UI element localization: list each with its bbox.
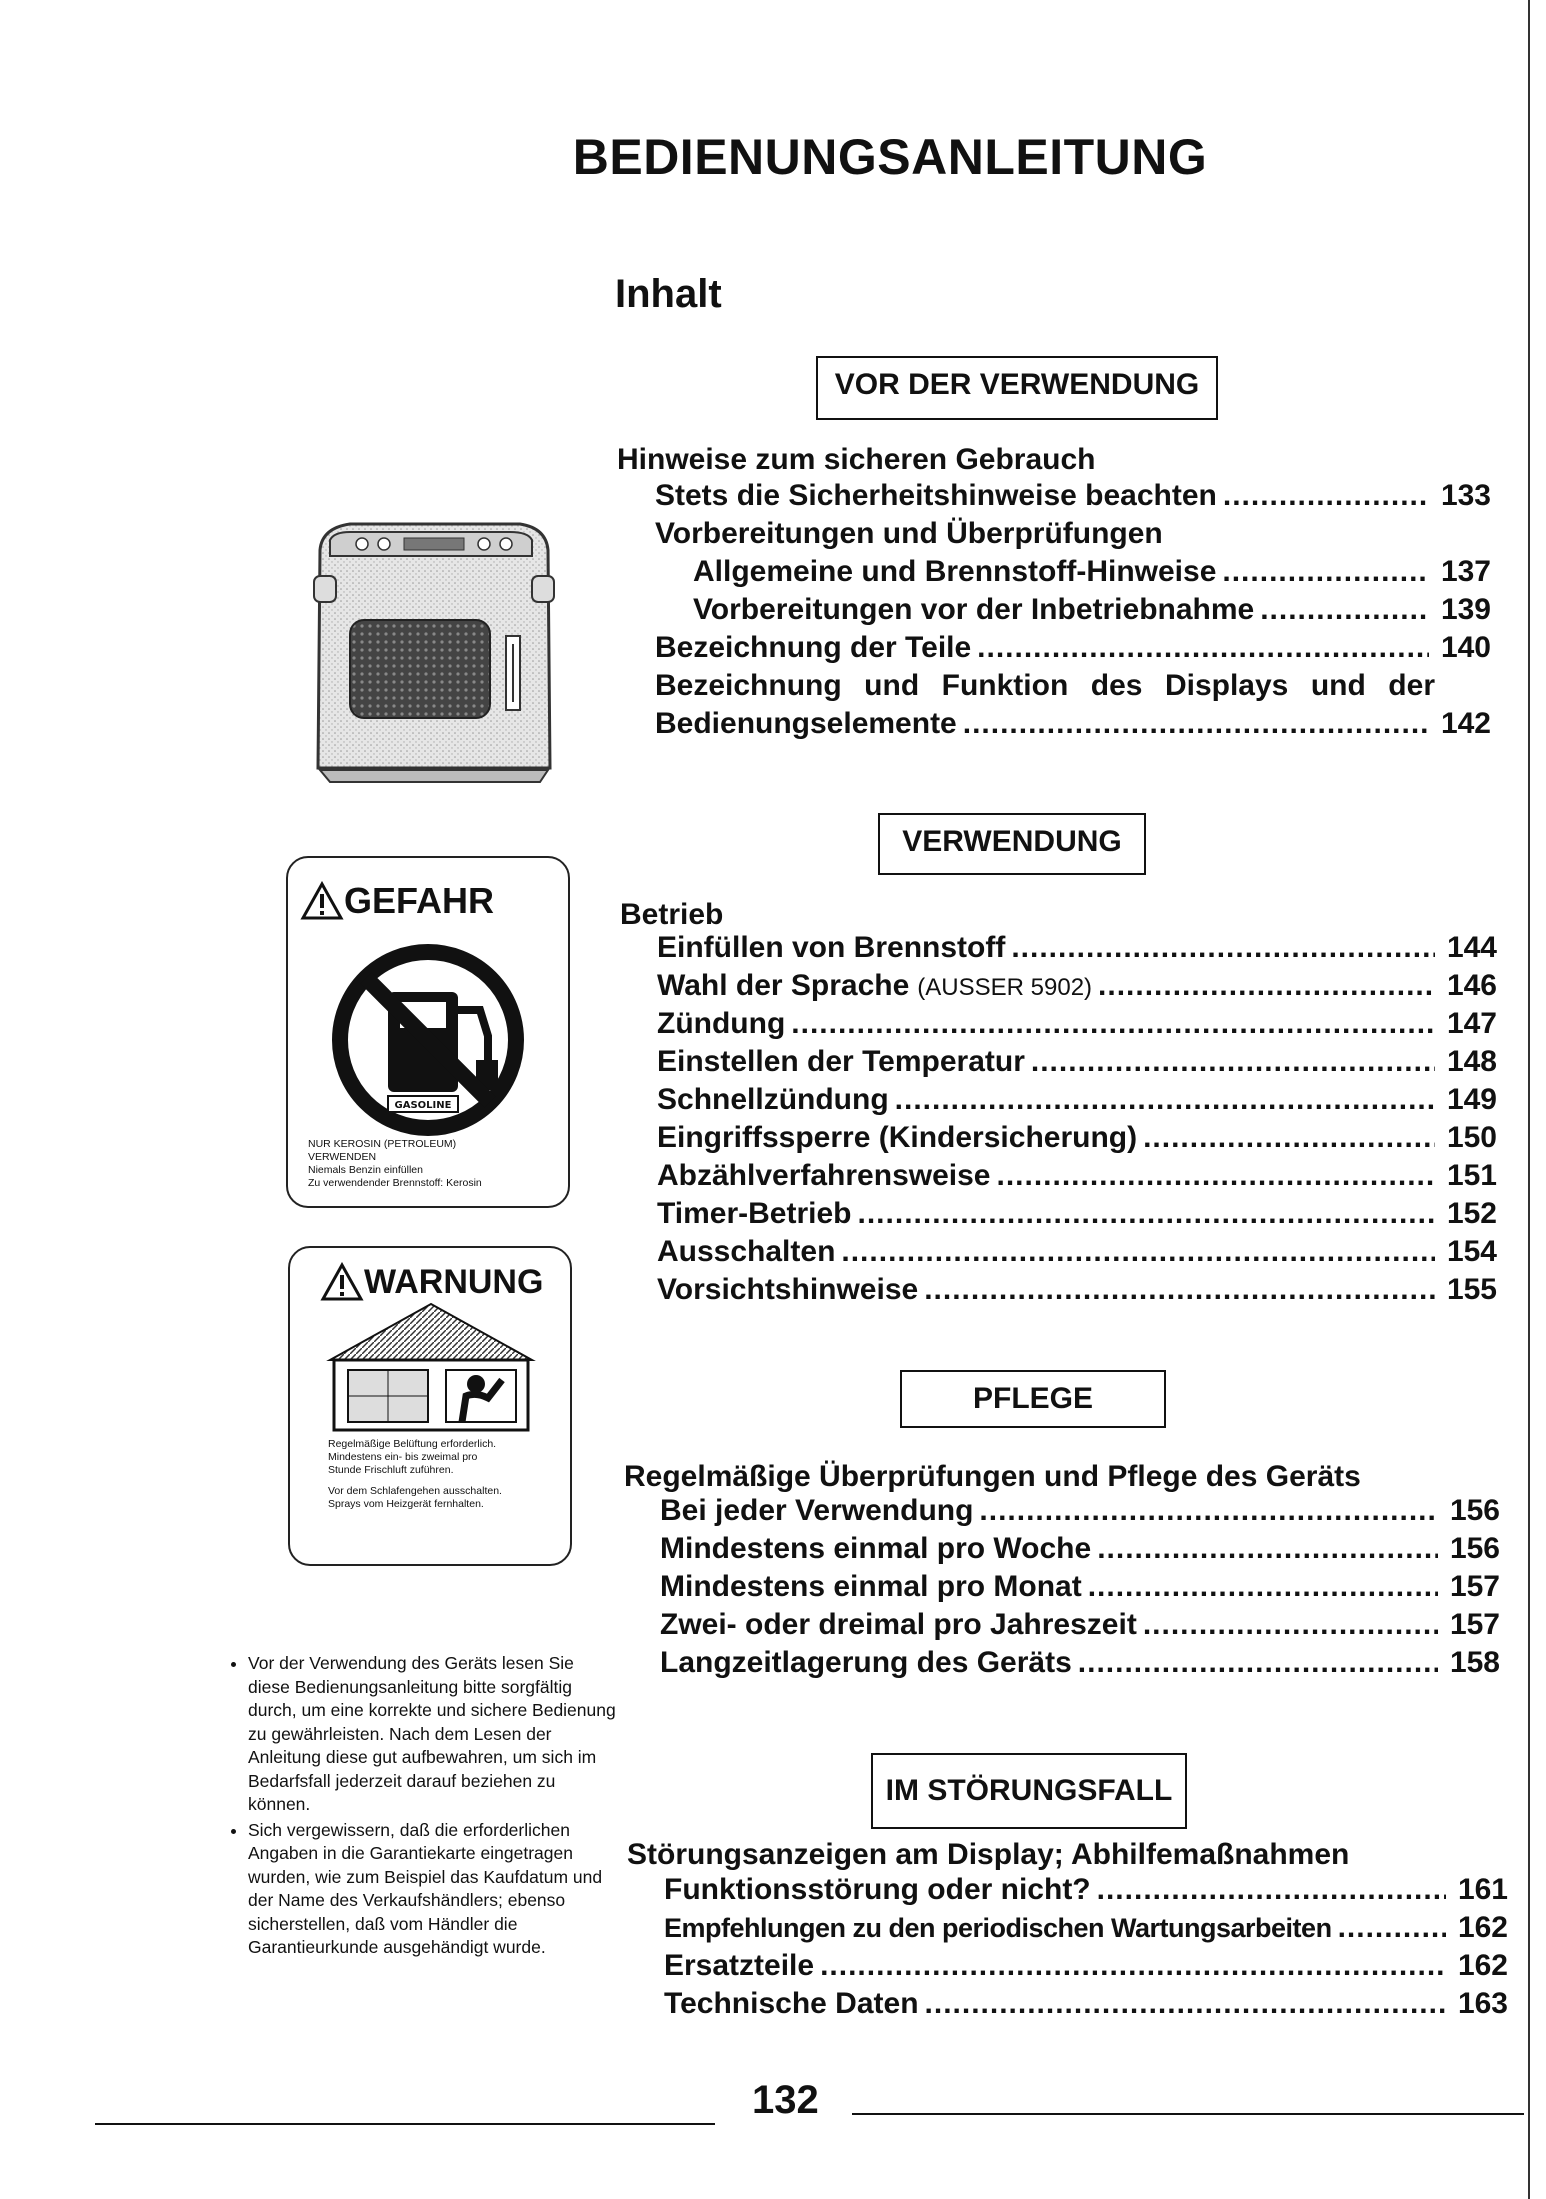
toc-entry-label: Bei jeder Verwendung — [660, 1494, 974, 1527]
section-header-vor-der-verwendung: VOR DER VERWENDUNG — [816, 356, 1218, 420]
warning-triangle-icon — [300, 881, 344, 921]
leader-dots — [1031, 1045, 1435, 1079]
danger-text-line: VERWENDEN — [308, 1151, 377, 1163]
warning-heading: WARNUNG — [364, 1262, 544, 1301]
toc-entry-page: 156 — [1449, 1494, 1500, 1527]
toc-entry-label: Ausschalten — [657, 1235, 836, 1268]
toc-entry-label: Abzählverfahrensweise — [657, 1159, 991, 1192]
leader-dots — [1097, 1873, 1446, 1907]
toc-entry[interactable] — [693, 593, 1491, 631]
toc-entry[interactable] — [664, 1949, 1508, 1987]
footer-rule-left — [95, 2123, 715, 2125]
toc-entry-page: 146 — [1446, 969, 1497, 1002]
toc-entry-label: Technische Daten — [664, 1987, 919, 2020]
danger-text-line: Niemals Benzin einfüllen — [308, 1164, 423, 1176]
leader-dots — [925, 1987, 1446, 2021]
toc-entry-page: 156 — [1449, 1532, 1500, 1565]
toc-group-heading: Störungsanzeigen am Display; Abhilfemaßnahmen — [627, 1838, 1350, 1871]
toc-entry-page: 157 — [1449, 1570, 1500, 1603]
toc-entry[interactable] — [657, 1083, 1497, 1121]
toc-entry-page: 162 — [1457, 1911, 1508, 1944]
leader-dots — [963, 707, 1429, 741]
toc-entry[interactable] — [660, 1532, 1500, 1570]
page-number: 132 — [752, 2078, 819, 2122]
toc-entry-page: 157 — [1449, 1608, 1500, 1641]
warning-triangle-icon — [320, 1262, 364, 1302]
toc-entry[interactable] — [664, 1987, 1508, 2025]
toc-entry-label: Zwei- oder dreimal pro Jahreszeit — [660, 1608, 1137, 1641]
note-item: • Vor der Verwendung des Geräts lesen Sie diese Bedienungsanleitung bitte sorgfältig durch, um eine korrekte und sichere Bedienung zu gewährleisten. Nach dem Lesen der Anleitung diese gut aufbewahren, um sich im Bedarfsfall jederzeit darauf beziehen zu können. — [248, 1652, 620, 1817]
warning-sign — [288, 1246, 572, 1566]
gasoline-label: GASOLINE — [394, 1100, 452, 1111]
toc-entry[interactable] — [657, 931, 1497, 969]
toc-entry[interactable] — [655, 479, 1491, 517]
toc-group-heading: Betrieb — [620, 898, 724, 931]
toc-entry[interactable] — [657, 1007, 1497, 1045]
toc-entry-label: Langzeitlagerung des Geräts — [660, 1646, 1072, 1679]
leader-dots — [996, 1159, 1435, 1193]
toc-entry-page: 133 — [1440, 479, 1491, 512]
leader-dots — [924, 1273, 1435, 1307]
toc-entry-page: 151 — [1446, 1159, 1497, 1192]
toc-group-heading: Hinweise zum sicheren Gebrauch — [617, 443, 1096, 476]
footer-rule-right — [852, 2113, 1524, 2115]
toc-entry-label: Einstellen der Temperatur — [657, 1045, 1025, 1078]
ventilation-room-icon — [326, 1300, 536, 1434]
usage-notes — [210, 1652, 620, 1962]
leader-dots — [791, 1007, 1435, 1041]
toc-entry[interactable] — [660, 1646, 1500, 1684]
toc-entry-label: Zündung — [657, 1007, 786, 1040]
toc-entry[interactable] — [664, 1873, 1508, 1911]
toc-entry-page: 147 — [1446, 1007, 1497, 1040]
leader-dots — [1260, 593, 1429, 627]
toc-entry-label: Vorbereitungen vor der Inbetriebnahme — [693, 593, 1255, 626]
warning-text-line: Regelmäßige Belüftung erforderlich. — [328, 1438, 497, 1450]
toc-entry[interactable] — [664, 1911, 1508, 1949]
toc-entry-label: Bedienungselemente — [655, 707, 957, 740]
toc-entry-label: Wahl der Sprache — [657, 969, 910, 1002]
leader-dots — [1088, 1570, 1438, 1604]
warning-text-line: Sprays vom Heizgerät fernhalten. — [328, 1498, 484, 1510]
heater-illustration — [310, 510, 560, 790]
leader-dots — [1078, 1646, 1438, 1680]
scan-edge — [1528, 0, 1530, 2199]
toc-entry-page: 150 — [1446, 1121, 1497, 1154]
toc-entry-label: Timer-Betrieb — [657, 1197, 852, 1230]
toc-entry[interactable] — [660, 1608, 1500, 1646]
toc-entry-label: Mindestens einmal pro Woche — [660, 1532, 1092, 1565]
toc-entry-label: Allgemeine und Brennstoff-Hinweise — [693, 555, 1217, 588]
toc-entry-page: 142 — [1440, 707, 1491, 740]
toc-entry-page: 158 — [1449, 1646, 1500, 1679]
leader-dots — [1222, 555, 1429, 589]
section-header-verwendung: VERWENDUNG — [878, 813, 1146, 875]
toc-entry-label: Einfüllen von Brennstoff — [657, 931, 1006, 964]
toc-entry[interactable] — [655, 631, 1491, 669]
toc-entry-page: 162 — [1457, 1949, 1508, 1982]
toc-entry-page: 161 — [1457, 1873, 1508, 1906]
toc-entry-label: Ersatzteile — [664, 1949, 815, 1982]
toc-entry-label: Funktionsstörung oder nicht? — [664, 1873, 1091, 1906]
danger-sign — [286, 856, 570, 1208]
toc-entry-label-line1: Bezeichnung und Funktion des Displays und der — [655, 669, 1435, 702]
leader-dots — [977, 631, 1429, 665]
leader-dots — [841, 1235, 1435, 1269]
toc-entry[interactable] — [660, 1494, 1500, 1532]
leader-dots — [1223, 479, 1429, 513]
leader-dots — [1011, 931, 1435, 965]
warning-text-line: Mindestens ein- bis zweimal pro — [328, 1451, 478, 1463]
toc-group-heading: Regelmäßige Überprüfungen und Pflege des Geräts — [624, 1460, 1361, 1493]
danger-text-line: NUR KEROSIN (PETROLEUM) — [308, 1138, 457, 1150]
toc-entry[interactable] — [657, 1121, 1497, 1159]
toc-entry[interactable] — [657, 969, 1497, 1007]
section-header-im-stoerungsfall: IM STÖRUNGSFALL — [871, 1753, 1187, 1829]
toc-entry[interactable] — [657, 1273, 1497, 1311]
toc-entry[interactable] — [657, 1235, 1497, 1273]
warning-text-spacer — [328, 1477, 558, 1485]
toc-entry-label: Schnellzündung — [657, 1083, 889, 1116]
toc-entry-label: Empfehlungen zu den periodischen Wartungsarbeiten — [664, 1913, 1332, 1943]
danger-heading: GEFAHR — [344, 880, 495, 921]
leader-dots — [858, 1197, 1435, 1231]
toc-entry[interactable] — [657, 1197, 1497, 1235]
document-title: BEDIENUNGSANLEITUNG — [572, 129, 1208, 185]
toc-entry-label: Eingriffssperre (Kindersicherung) — [657, 1121, 1138, 1154]
danger-text-line: Zu verwendender Brennstoff: Kerosin — [308, 1177, 482, 1189]
toc-entry-page: 152 — [1446, 1197, 1497, 1230]
toc-entry-page: 137 — [1440, 555, 1491, 588]
leader-dots — [895, 1083, 1435, 1117]
toc-entry-page: 154 — [1446, 1235, 1497, 1268]
leader-dots — [1143, 1121, 1435, 1155]
no-gasoline-icon — [328, 940, 528, 1140]
toc-entry[interactable] — [657, 1045, 1497, 1083]
toc-entry-page: 163 — [1457, 1987, 1508, 2020]
leader-dots — [979, 1494, 1438, 1528]
leader-dots — [1098, 969, 1435, 1003]
warning-text-line: Stunde Frischluft zuführen. — [328, 1464, 454, 1476]
toc-entry-label: Stets die Sicherheitshinweise beachten — [655, 479, 1217, 512]
toc-entry-page: 149 — [1446, 1083, 1497, 1116]
toc-subgroup-heading: Vorbereitungen und Überprüfungen — [655, 517, 1163, 550]
toc-entry[interactable] — [693, 555, 1491, 593]
toc-entry-label: Bezeichnung der Teile — [655, 631, 972, 664]
toc-entry[interactable] — [657, 1159, 1497, 1197]
leader-dots — [820, 1949, 1446, 1983]
note-item: • Sich vergewissern, daß die erforderlichen Angaben in die Garantiekarte eingetragen wurden, wie zum Beispiel das Kaufdatum und der Name des Verkaufshändlers; ebenso sicherstellen, daß vom Händler die Garantieurkunde ausgehändigt wurde. — [248, 1819, 620, 1960]
leader-dots — [1097, 1532, 1438, 1566]
toc-entry-page: 144 — [1446, 931, 1497, 964]
toc-entry[interactable] — [660, 1570, 1500, 1608]
toc-entry-page: 140 — [1440, 631, 1491, 664]
warning-text-line: Vor dem Schlafengehen ausschalten. — [328, 1485, 502, 1497]
toc-entry-label: Vorsichtshinweise — [657, 1273, 919, 1306]
contents-heading: Inhalt — [615, 272, 722, 316]
toc-entry[interactable] — [655, 707, 1491, 745]
toc-entry-page: 155 — [1446, 1273, 1497, 1306]
leader-dots — [1143, 1608, 1438, 1642]
toc-entry-note: (AUSSER 5902) — [917, 974, 1093, 1001]
leader-dots — [1338, 1911, 1446, 1945]
toc-entry-page: 148 — [1446, 1045, 1497, 1078]
toc-entry-page: 139 — [1440, 593, 1491, 626]
section-header-pflege: PFLEGE — [900, 1370, 1166, 1428]
toc-entry-label: Mindestens einmal pro Monat — [660, 1570, 1082, 1603]
